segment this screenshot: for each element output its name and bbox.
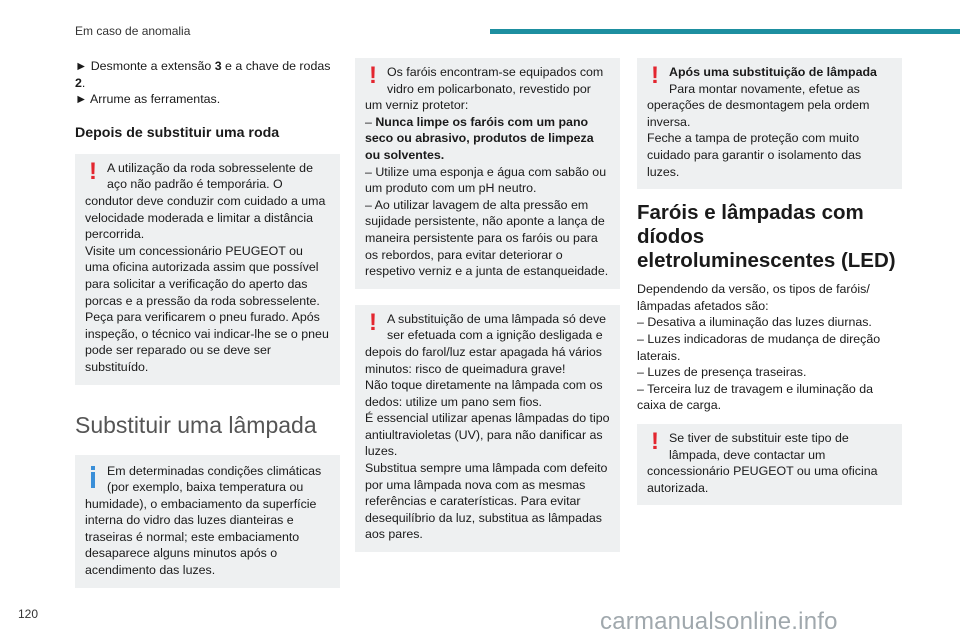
list-item: – Luzes indicadoras de mudança de direção laterais. bbox=[637, 331, 881, 363]
section-title-led: Faróis e lâmpadas com díodos eletroluminescentes (LED) bbox=[637, 201, 896, 273]
info-icon bbox=[83, 463, 103, 493]
watermark: carmanualsonline.info bbox=[600, 608, 838, 635]
warning-icon: ! bbox=[651, 427, 659, 455]
warning-icon: ! bbox=[89, 157, 97, 185]
warning-box-after-replacement: ! Após uma substituição de lâmpada Para montar novamente, efetue as operações de desmontagem pela ordem inversa. Feche a tampa de proteção com muito cuidado para garantir o isolamento das luzes. bbox=[637, 58, 902, 189]
warning-box-polycarbonate: ! Os faróis encontram-se equipados com vidro em policarbonato, revestido por um verniz protetor: – Nunca limpe os faróis com um pano seco ou abrasivo, produtos de limpeza ou solventes. – Utilize uma esponja e água com sabão ou um produto com um pH neutro. – Ao utilizar lavagem de alta pressão em sujidade persistente, não aponte a lança de maneira persistente para os faróis ou para os rebordos, para evitar deteriorar o respetivo verniz e a junta de estanqueidade. bbox=[355, 58, 620, 289]
running-header: Em caso de anomalia bbox=[75, 24, 191, 38]
header-accent-bar bbox=[490, 29, 960, 34]
led-intro: Dependendo da versão, os tipos de faróis/ lâmpadas afetados são: bbox=[637, 282, 870, 313]
list-item: – Desativa a iluminação das luzes diurnas. bbox=[637, 315, 872, 330]
column-1 bbox=[75, 58, 340, 600]
page-number: 120 bbox=[18, 607, 39, 621]
subheading-after-wheel: Depois de substituir uma roda bbox=[75, 124, 280, 141]
warning-box-led: ! Se tiver de substituir este tipo de lâmpada, deve contactar um concessionário PEUGEOT ou uma oficina autorizada. bbox=[637, 424, 902, 505]
warning-icon: ! bbox=[369, 308, 377, 336]
list-item: – Luzes de presença traseiras. bbox=[637, 365, 807, 380]
warning-box-bulb-replacement: ! A substituição de uma lâmpada só deve ser efetuada com a ignição desligada e depois do farol/luz estar apagada há vários minutos: risco de queimadura grave! Não toque diretamente na lâmpada com os dedos: utilize um pano sem fios. É essencial utilizar apenas lâmpadas do tipo antiultravioletas (UV), para não danificar as luzes. Substitua sempre uma lâmpada com defeito por uma lâmpada nova com as mesmas referências e caraterísticas. Para evitar desequilíbrio da luz, substitua as lâmpadas aos pares. bbox=[355, 305, 620, 552]
section-title-replace-bulb: Substituir uma lâmpada bbox=[75, 411, 317, 438]
info-box-condensation: Em determinadas condições climáticas (por exemplo, baixa temperatura ou humidade), o embaciamento da superfície interna do vidro das luzes dianteiras e traseiras é normal; este embaciamento desaparece alguns minutos após o acendimento das luzes. bbox=[75, 455, 340, 588]
warning-icon: ! bbox=[369, 62, 377, 89]
warning-icon: ! bbox=[651, 62, 659, 89]
list-item: – Terceira luz de travagem e iluminação da caixa de carga. bbox=[637, 381, 874, 413]
step-1: ► Desmonte a extensão 3 e a chave de rodas 2. bbox=[75, 59, 331, 90]
arrow-icon: ► bbox=[75, 59, 88, 73]
arrow-icon: ► bbox=[75, 92, 88, 107]
column-3 bbox=[637, 58, 902, 517]
column-2 bbox=[355, 58, 620, 564]
step-2: ► Arrume as ferramentas. bbox=[75, 92, 221, 107]
warning-box-spare-wheel: ! A utilização da roda sobresselente de aço não padrão é temporária. O condutor deve conduzir com cuidado a uma velocidade moderada e limitar a distância percorrida. Visite um concessionário PEUGEOT ou uma oficina autorizada assim que possível para solicitar a verificação do aperto das porcas e a pressão da roda sobresselente. Peça para verificarem o pneu furado. Após inspeção, o técnico vai indicar-lhe se o pneu pode ser reparado ou se deve ser substituído. bbox=[75, 154, 340, 385]
